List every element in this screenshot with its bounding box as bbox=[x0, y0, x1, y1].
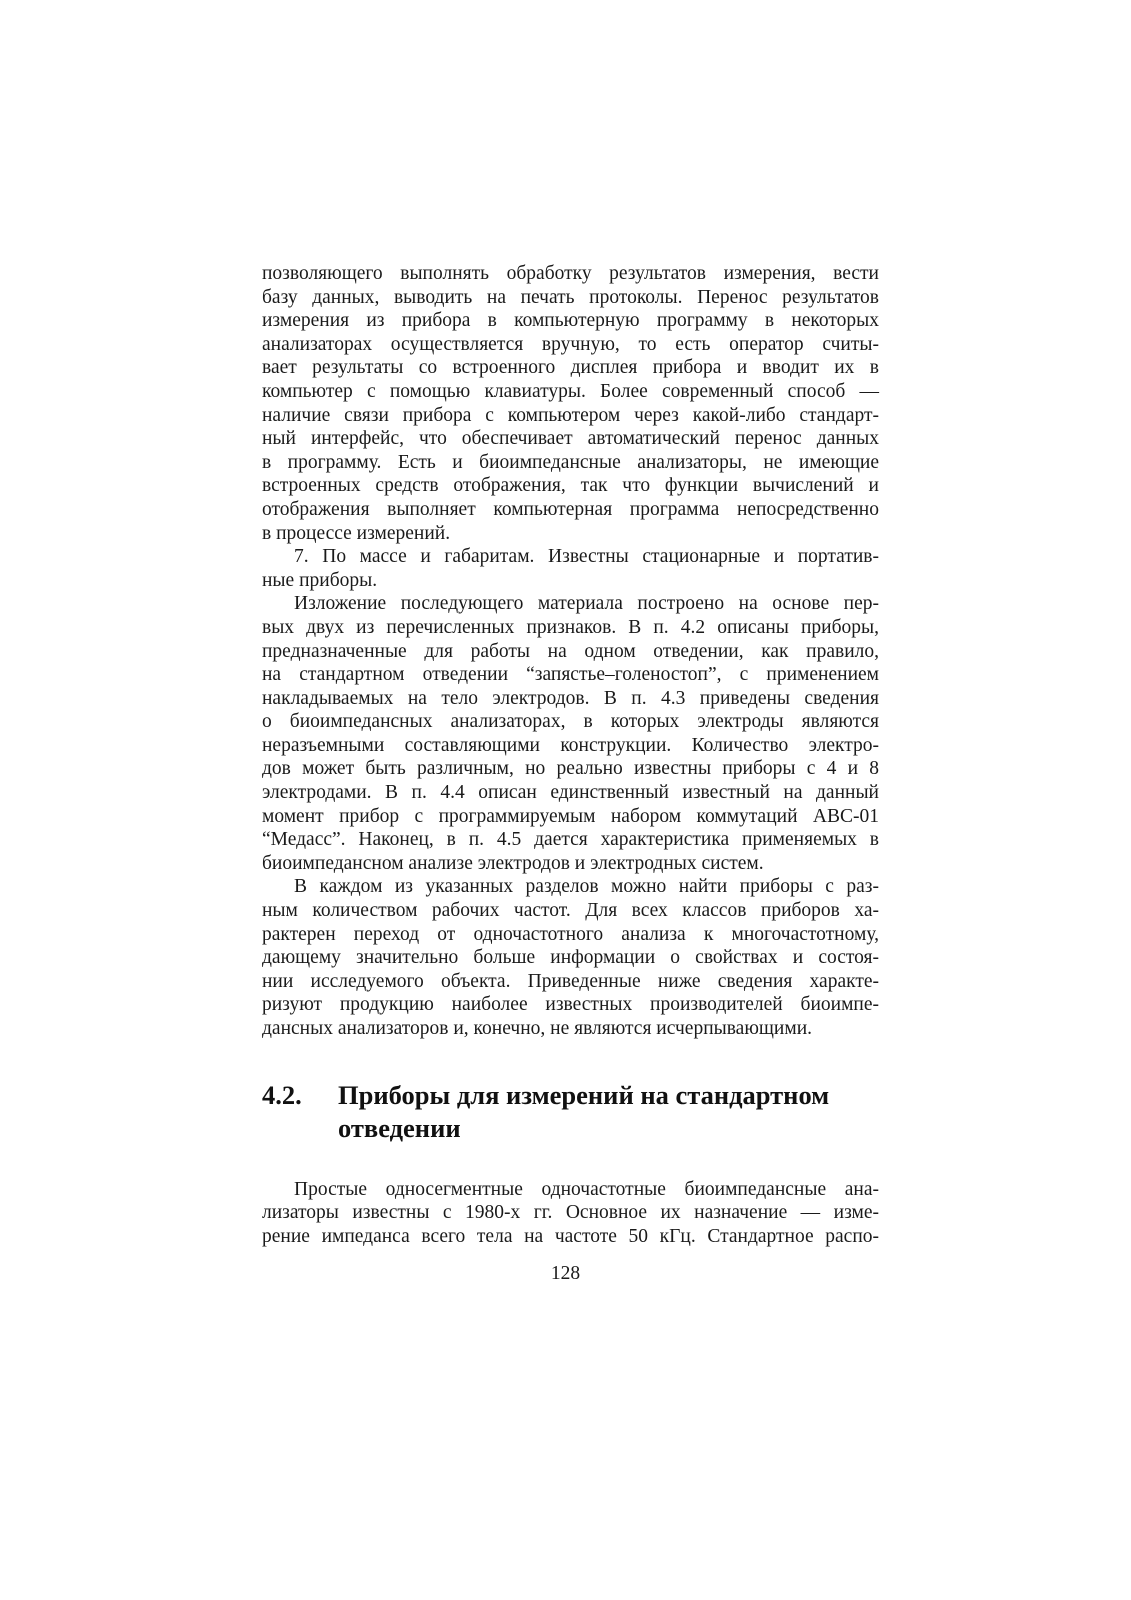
paragraph-overview bbox=[262, 592, 879, 875]
text-line: биоимпедансном анализе электродов и электродных систем. bbox=[262, 852, 764, 874]
text-line: накладываемых на тело электродов. В п. 4.3 приведены сведения bbox=[262, 687, 879, 709]
text-line: Простые односегментные одночастотные биоимпедансные ана- bbox=[294, 1178, 879, 1200]
text-line: ный интерфейс, что обеспечивает автоматический перенос данных bbox=[262, 428, 879, 450]
text-line: дансных анализаторов и, конечно, не являются исчерпывающими. bbox=[262, 1018, 813, 1039]
section-heading bbox=[262, 1079, 879, 1145]
text-line: встроенных средств отображения, так что функции вычислений и bbox=[262, 475, 879, 497]
text-line: лизаторы известны с 1980-х гг. Основное их назначение — изме- bbox=[262, 1202, 879, 1224]
text-line: рактерен переход от одночастотного анализа к многочастотному, bbox=[262, 923, 879, 945]
text-line: момент прибор с программируемым набором коммутаций АВС-01 bbox=[262, 805, 879, 827]
text-line: ризуют продукцию наиболее известных производителей биоимпе- bbox=[262, 994, 879, 1016]
paragraph-frequencies bbox=[262, 875, 879, 1040]
section-title-line: Приборы для измерений на стандартном bbox=[338, 1079, 830, 1110]
section-title-line: отведении bbox=[338, 1112, 461, 1143]
text-line: в процессе измерений. bbox=[262, 522, 451, 544]
text-line: на стандартном отведении “запястье–голеностоп”, с применением bbox=[262, 664, 879, 686]
text-line: вает результаты со встроенного дисплея прибора и вводит их в bbox=[262, 357, 879, 379]
text-line: Изложение последующего материала построено на основе пер- bbox=[294, 593, 879, 615]
text-line: анализаторах осуществляется вручную, то есть оператор считы- bbox=[262, 333, 879, 355]
text-line: ным количеством рабочих частот. Для всех классов приборов ха- bbox=[262, 900, 879, 922]
text-line: 7. По массе и габаритам. Известны стационарные и портатив- bbox=[294, 546, 879, 568]
paragraph-item-7 bbox=[262, 545, 879, 592]
text-line: компьютер с помощью клавиатуры. Более современный способ — bbox=[262, 380, 879, 402]
section-number: 4.2. bbox=[262, 1079, 302, 1110]
paragraph-section-intro bbox=[262, 1178, 879, 1249]
text-line: предназначенные для работы на одном отведении, как правило, bbox=[262, 640, 879, 662]
text-line: В каждом из указанных разделов можно найти приборы с раз- bbox=[294, 876, 879, 898]
text-line: вых двух из перечисленных признаков. В п. 4.2 описаны приборы, bbox=[262, 616, 879, 638]
text-line: электродами. В п. 4.4 описан единственный известный на данный bbox=[262, 782, 879, 804]
text-line: о биоимпедансных анализаторах, в которых электроды являются bbox=[262, 711, 879, 733]
text-line: дающему значительно больше информации о свойствах и состоя- bbox=[262, 947, 879, 969]
text-line: “Медасс”. Наконец, в п. 4.5 дается характеристика применяемых в bbox=[262, 829, 879, 851]
text-line: базу данных, выводить на печать протоколы. Перенос результатов bbox=[262, 286, 879, 308]
page-number: 128 bbox=[550, 1263, 581, 1284]
text-line: наличие связи прибора с компьютером через какой-либо стандарт- bbox=[262, 404, 879, 426]
text-line: позволяющего выполнять обработку результатов измерения, вести bbox=[262, 263, 879, 284]
text-line: дов может быть различным, но реально известны приборы с 4 и 8 bbox=[262, 758, 879, 780]
text-line: измерения из прибора в компьютерную программу в некоторых bbox=[262, 310, 879, 332]
text-line: рение импеданса всего тела на частоте 50 кГц. Стандартное распо- bbox=[262, 1225, 879, 1247]
text-line: нии исследуемого объекта. Приведенные ниже сведения характе- bbox=[262, 970, 879, 992]
text-line: неразъемными составляющими конструкции. Количество электро- bbox=[262, 734, 879, 756]
text-line: в программу. Есть и биоимпедансные анализаторы, не имеющие bbox=[262, 451, 879, 473]
paragraph-continued bbox=[262, 262, 879, 545]
text-line: отображения выполняет компьютерная программа непосредственно bbox=[262, 498, 879, 520]
page-body bbox=[262, 262, 879, 1248]
text-line: ные приборы. bbox=[262, 569, 378, 591]
